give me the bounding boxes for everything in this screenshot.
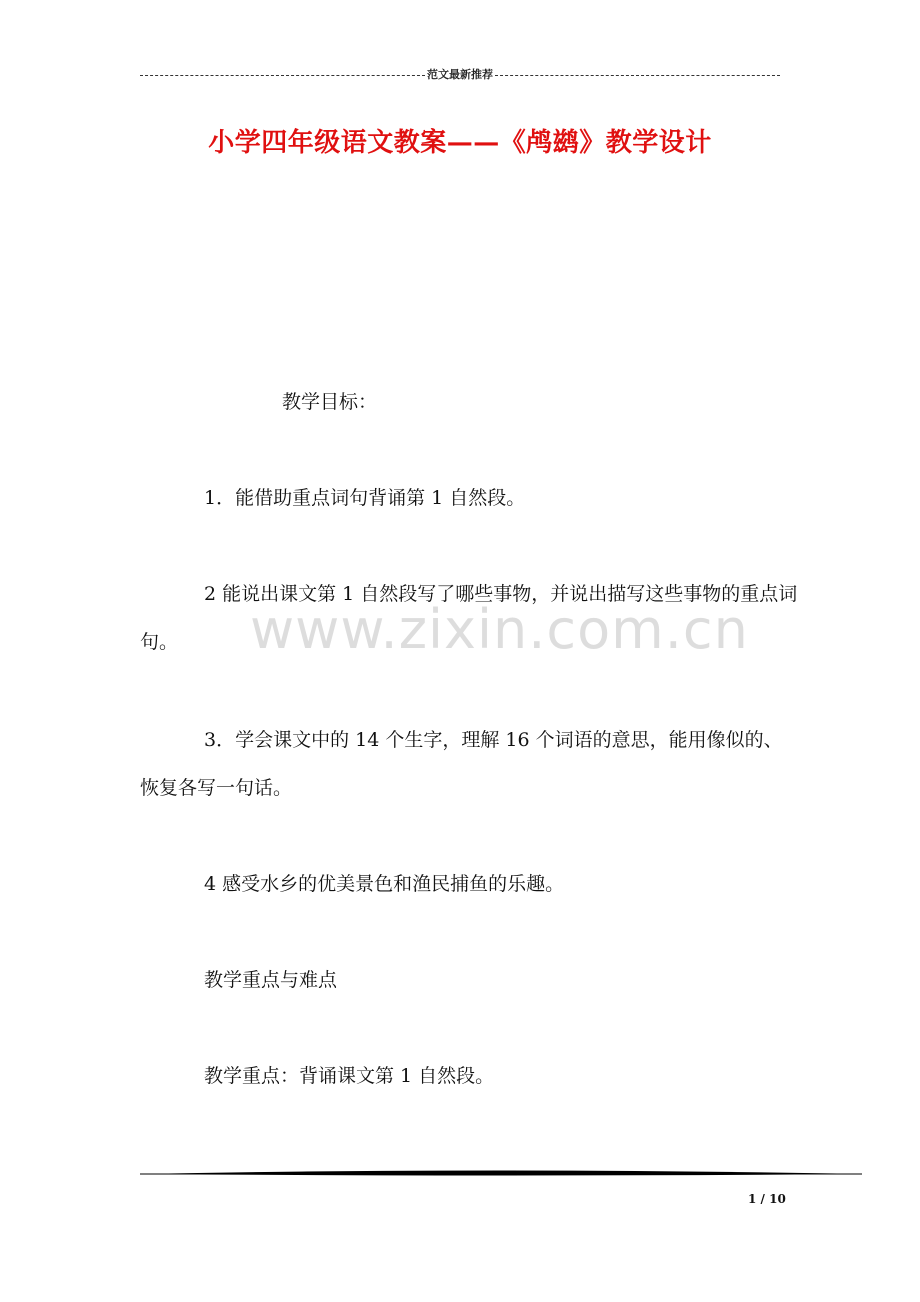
goal-item-3: 3．学会课文中的 14 个生字，理解 16 个词语的意思，能用像似的、恢复各写一句话。	[140, 729, 783, 799]
footer-rule	[140, 1168, 862, 1178]
key-points-heading: 教学重点与难点	[204, 969, 338, 991]
goal-item-4: 4 感受水乡的优美景色和渔民捕鱼的乐趣。	[204, 873, 565, 895]
goal-item-1: 1．能借助重点词句背诵第 1 自然段。	[204, 487, 526, 509]
goals-heading: 教学目标：	[282, 391, 378, 413]
header-dashes-right	[495, 75, 780, 76]
watermark: www.zixin.com.cn	[250, 598, 749, 661]
page-number: 1 / 10	[748, 1192, 786, 1206]
page-header	[140, 68, 780, 82]
header-dashes-left	[140, 75, 425, 76]
document-title: 小学四年级语文教案——《鸬鹚》教学设计	[208, 128, 712, 158]
key-point: 教学重点：背诵课文第 1 自然段。	[204, 1065, 495, 1087]
header-label: 范文最新推荐	[427, 68, 493, 81]
goal-item-2: 2 能说出课文第 1 自然段写了哪些事物，并说出描写这些事物的重点词句。	[140, 583, 798, 653]
